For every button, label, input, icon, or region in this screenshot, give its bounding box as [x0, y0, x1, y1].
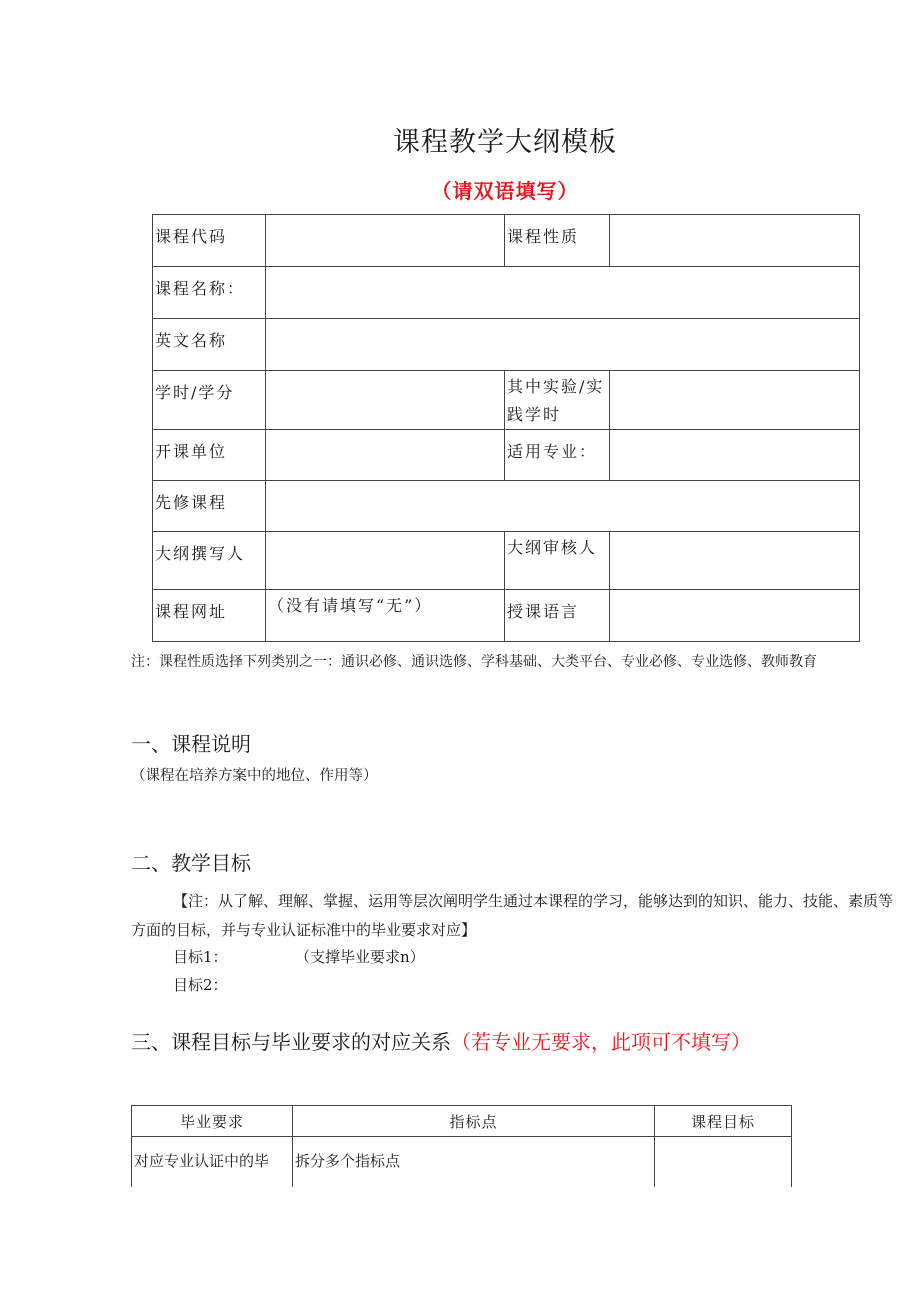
- hours-credits-label: 学时/学分: [153, 371, 266, 430]
- header-course-goal: 课程目标: [655, 1106, 792, 1137]
- page-subtitle: （请双语填写）: [431, 179, 579, 203]
- reviewer-label: 大纲审核人: [505, 532, 610, 590]
- section-1-heading: 一、课程说明: [131, 732, 251, 756]
- teaching-language-label: 授课语言: [505, 590, 610, 642]
- table-row: [153, 430, 860, 481]
- course-nature-field[interactable]: [610, 215, 860, 267]
- course-info-table: [152, 214, 860, 642]
- english-name-field[interactable]: [266, 319, 860, 371]
- prerequisite-label: 先修课程: [153, 481, 266, 532]
- section-3-title: 三、课程目标与毕业要求的对应关系: [131, 1030, 451, 1054]
- offering-unit-label: 开课单位: [153, 430, 266, 481]
- course-goal-cell[interactable]: [655, 1137, 792, 1187]
- goal-1-support: （支撑毕业要求n）: [295, 948, 425, 966]
- applicable-major-field[interactable]: [610, 430, 860, 481]
- section-1-subtext: （课程在培养方案中的地位、作用等）: [131, 768, 378, 784]
- table-row: [153, 319, 860, 371]
- prerequisite-field[interactable]: [266, 481, 860, 532]
- section-2-note: 【注：从了解、理解、掌握、运用等层次阐明学生通过本课程的学习，能够达到的知识、能力、技能、素质等方面的目标，并与专业认证标准中的毕业要求对应】: [131, 892, 894, 939]
- table-row: [132, 1137, 792, 1187]
- offering-unit-field[interactable]: [266, 430, 505, 481]
- course-name-field[interactable]: [266, 267, 860, 319]
- goal-1-label: 目标1：: [173, 948, 228, 966]
- course-nature-label: 课程性质: [505, 215, 610, 267]
- hours-credits-field[interactable]: [266, 371, 505, 430]
- section-3-heading: [131, 1016, 831, 1068]
- graduation-requirement-cell[interactable]: 对应专业认证中的毕: [132, 1137, 293, 1187]
- page-title: 课程教学大纲模板: [393, 127, 617, 158]
- reviewer-field[interactable]: [610, 532, 860, 590]
- table-row: [153, 590, 860, 642]
- course-code-field[interactable]: [266, 215, 505, 267]
- author-field[interactable]: [266, 532, 505, 590]
- course-nature-note: 注：课程性质选择下列类别之一：通识必修、通识选修、学科基础、大类平台、专业必修、专业选修、教师教育: [131, 654, 817, 670]
- lab-practice-hours-label: 其中实验/实践学时: [505, 371, 610, 430]
- teaching-language-field[interactable]: [610, 590, 860, 642]
- applicable-major-label: 适用专业：: [505, 430, 610, 481]
- course-code-label: 课程代码: [153, 215, 266, 267]
- course-url-field[interactable]: （没有请填写“无”）: [266, 590, 505, 642]
- indicator-cell[interactable]: 拆分多个指标点: [293, 1137, 655, 1187]
- requirements-table: [131, 1105, 792, 1187]
- course-name-label: 课程名称：: [153, 267, 266, 319]
- table-row: [153, 267, 860, 319]
- table-header-row: [132, 1106, 792, 1137]
- table-row: [153, 215, 860, 267]
- author-label: 大纲撰写人: [153, 532, 266, 590]
- goal-2-label: 目标2：: [173, 976, 228, 994]
- lab-practice-hours-field[interactable]: [610, 371, 860, 430]
- section-2-heading: 二、教学目标: [131, 851, 251, 875]
- table-row: [153, 532, 860, 590]
- course-url-label: 课程网址: [153, 590, 266, 642]
- table-row: [153, 481, 860, 532]
- header-indicator: 指标点: [293, 1106, 655, 1137]
- header-graduation-requirement: 毕业要求: [132, 1106, 293, 1137]
- table-row: [153, 371, 860, 430]
- section-3-note: （若专业无要求，此项可不填写）: [451, 1030, 751, 1054]
- english-name-label: 英文名称: [153, 319, 266, 371]
